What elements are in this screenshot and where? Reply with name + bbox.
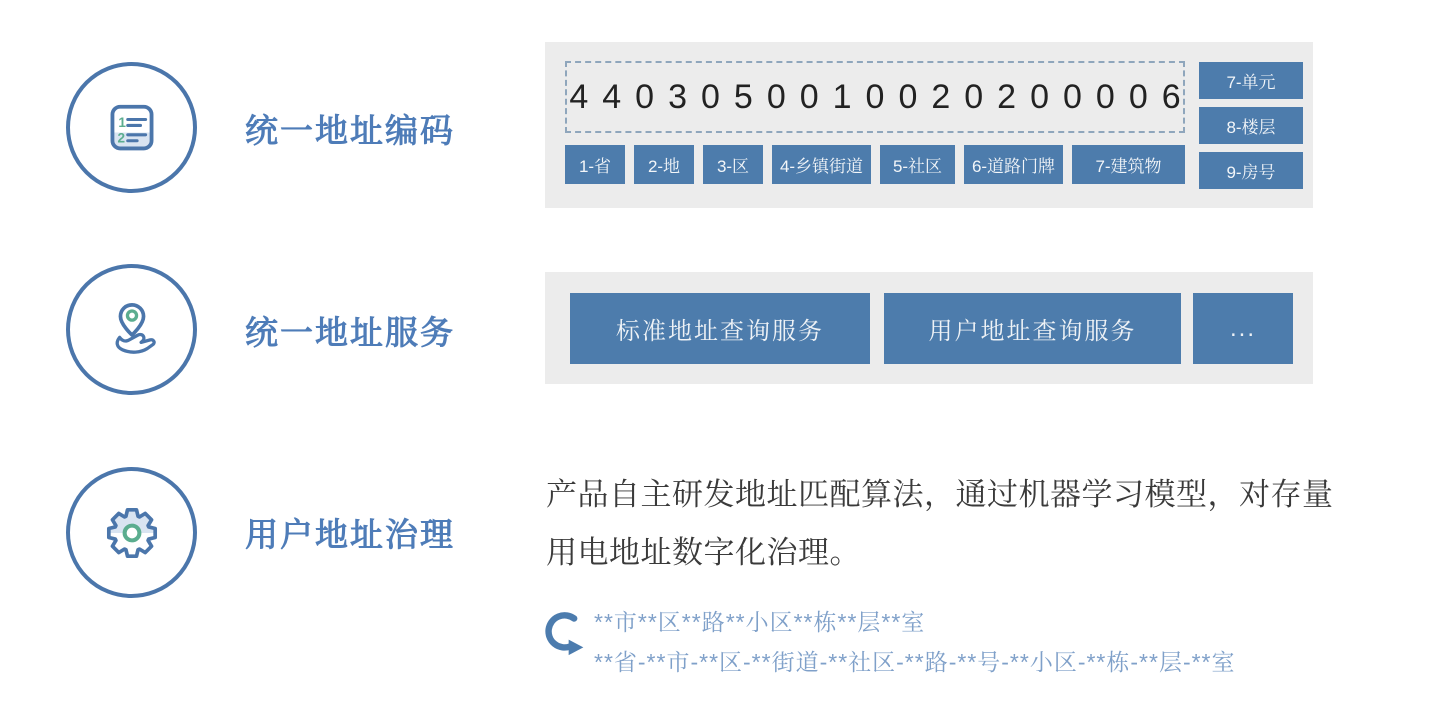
segment-tag-prefecture: 2-地	[634, 145, 694, 184]
user-address-governance-badge	[66, 467, 197, 598]
segment-tag-road-number: 6-道路门牌	[964, 145, 1063, 184]
governance-description	[546, 466, 1346, 582]
svg-text:2: 2	[117, 129, 125, 145]
address-service-panel	[545, 272, 1313, 384]
standard-address-query-button[interactable]: 标准地址查询服务	[570, 293, 870, 364]
raw-address-example: **市**区**路**小区**栋**层**室	[594, 609, 926, 635]
svg-text:1: 1	[117, 114, 126, 130]
segment-tag-township: 4-乡镇街道	[772, 145, 871, 184]
numbered-list-icon	[98, 94, 166, 162]
segment-tag-district: 3-区	[703, 145, 763, 184]
row-label-governance: 用户地址治理	[245, 516, 455, 553]
address-code-box	[565, 61, 1195, 133]
segment-tag-floor: 8-楼层	[1199, 107, 1303, 144]
user-address-query-button[interactable]: 用户地址查询服务	[884, 293, 1181, 364]
address-transform-arrow	[543, 609, 587, 661]
segment-tag-community: 5-社区	[880, 145, 955, 184]
address-code-digits: 4403050010020200006	[569, 77, 1195, 116]
segment-tag-province: 1-省	[565, 145, 625, 184]
unified-address-service-badge	[66, 264, 197, 395]
row-label-coding: 统一地址编码	[245, 112, 455, 149]
governance-description-line1: 产品自主研发地址匹配算法，通过机器学习模型，对存量	[546, 477, 1334, 512]
governance-description-line2: 用电地址数字化治理。	[546, 535, 861, 570]
segment-tag-building: 7-建筑物	[1072, 145, 1185, 184]
gear-icon	[101, 502, 163, 564]
unified-address-coding-badge	[66, 62, 197, 193]
location-pin-hand-icon	[99, 297, 165, 363]
standardized-address-example: **省-**市-**区-**街道-**社区-**路-**号-**小区-**栋-**层-**室	[594, 649, 1236, 675]
code-segment-row	[565, 145, 1185, 184]
more-services-button[interactable]: ...	[1193, 293, 1293, 364]
row-label-service: 统一地址服务	[245, 314, 455, 351]
segment-tag-room: 9-房号	[1199, 152, 1303, 189]
segment-tag-unit: 7-单元	[1199, 62, 1303, 99]
address-code-panel	[545, 42, 1313, 208]
curved-arrow-icon	[543, 609, 587, 661]
